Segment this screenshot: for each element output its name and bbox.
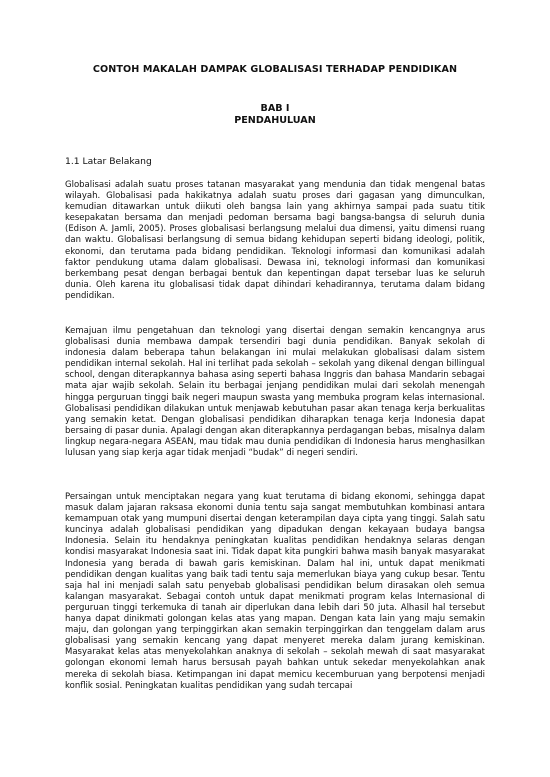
chapter-title: PENDAHULUAN xyxy=(234,115,316,126)
document-title: CONTOH MAKALAH DAMPAK GLOBALISASI TERHADAP PENDIDIKAN xyxy=(92,64,458,75)
paragraph: Kemajuan ilmu pengetahuan dan teknologi yang disertai dengan semakin kencangnya arus globalisasi dunia membawa dampak tersendiri bagi dunia pendidikan. Banyak sekolah di indonesia dalam beberapa tahun belakangan ini mulai melakukan globalisasi dalam sistem pendidikan internal sekolah. Hal ini terlihat pada sekolah – sekolah yang dikenal dengan billingual school, dengan diterapkannya bahasa asing seperti bahasa Inggris dan bahasa Mandarin sebagai mata ajar wajib sekolah. Selain itu berbagai jenjang pendidikan mulai dari sekolah menengah hingga perguruan tinggi baik negeri maupun swasta yang membuka program kelas internasional. Globalisasi pendidikan dilakukan untuk menjawab kebutuhan pasar akan tenaga kerja berkualitas yang semakin ketat. Dengan globalisasi pendidikan diharapkan tenaga kerja Indonesia dapat bersaing di pasar dunia. Apalagi dengan akan diterapkannya perdagangan bebas, misalnya dalam lingkup negara-negara ASEAN, mau tidak mau dunia pendidikan di Indonesia harus menghasilkan lulusan yang siap kerja agar tidak menjadi “budak” di negeri sendiri. xyxy=(65,326,485,459)
chapter-number: BAB I xyxy=(260,103,290,114)
chapter-heading xyxy=(0,103,550,127)
paragraph: Persaingan untuk menciptakan negara yang kuat terutama di bidang ekonomi, sehingga dapat masuk dalam jajaran raksasa ekonomi dunia tentu saja sangat membutuhkan kombinasi antara kemampuan otak yang mumpuni disertai dengan keterampilan daya cipta yang tinggi. Salah satu kuncinya adalah globalisasi pendidikan yang dipadukan dengan kekayaan budaya bangsa Indonesia. Selain itu hendaknya peningkatan kualitas pendidikan hendaknya selaras dengan kondisi masyarakat Indonesia saat ini. Tidak dapat kita pungkiri bahwa masih banyak masyarakat Indonesia yang berada di bawah garis kemiskinan. Dalam hal ini, untuk dapat menikmati pendidikan dengan kualitas yang baik tadi tentu saja memerlukan biaya yang cukup besar. Tentu saja hal ini menjadi salah satu penyebab globalisasi pendidikan belum dirasakan oleh semua kalangan masyarakat. Sebagai contoh untuk dapat menikmati program kelas Internasional di perguruan tinggi terkemuka di tanah air diperlukan dana lebih dari 50 juta. Alhasil hal tersebut hanya dapat dinikmati golongan kelas atas yang mapan. Dengan kata lain yang maju semakin maju, dan golongan yang terpinggirkan akan semakin terpinggirkan dan tenggelam dalam arus globalisasi yang semakin kencang yang dapat menyeret mereka dalam jurang kemiskinan. Masyarakat kelas atas menyekolahkan anaknya di sekolah – sekolah mewah di saat masyarakat golongan ekonomi lemah harus bersusah payah bahkan untuk sekedar menyekolahkan anak mereka di sekolah biasa. Ketimpangan ini dapat memicu kecemburuan yang berpotensi menjadi konflik sosial. Peningkatan kualitas pendidikan yang sudah tercapai xyxy=(65,492,485,691)
paragraph: Globalisasi adalah suatu proses tatanan masyarakat yang mendunia dan tidak mengenal batas wilayah. Globalisasi pada hakikatnya adalah suatu proses dari gagasan yang dimunculkan, kemudian ditawarkan untuk diikuti oleh bangsa lain yang akhirnya sampai pada suatu titik kesepakatan bersama dan menjadi pedoman bersama bagi bangsa-bangsa di seluruh dunia (Edison A. Jamli, 2005). Proses globalisasi berlangsung melalui dua dimensi, yaitu dimensi ruang dan waktu. Globalisasi berlangsung di semua bidang kehidupan seperti bidang ideologi, politik, ekonomi, dan terutama pada bidang pendidikan. Teknologi informasi dan komunikasi adalah faktor pendukung utama dalam globalisasi. Dewasa ini, teknologi informasi dan komunikasi berkembang pesat dengan berbagai bentuk dan kepentingan dapat tersebar luas ke seluruh dunia. Oleh karena itu globalisasi tidak dapat dihindari kehadirannya, terutama dalam bidang pendidikan. xyxy=(65,180,485,301)
section-heading: 1.1 Latar Belakang xyxy=(65,156,152,167)
